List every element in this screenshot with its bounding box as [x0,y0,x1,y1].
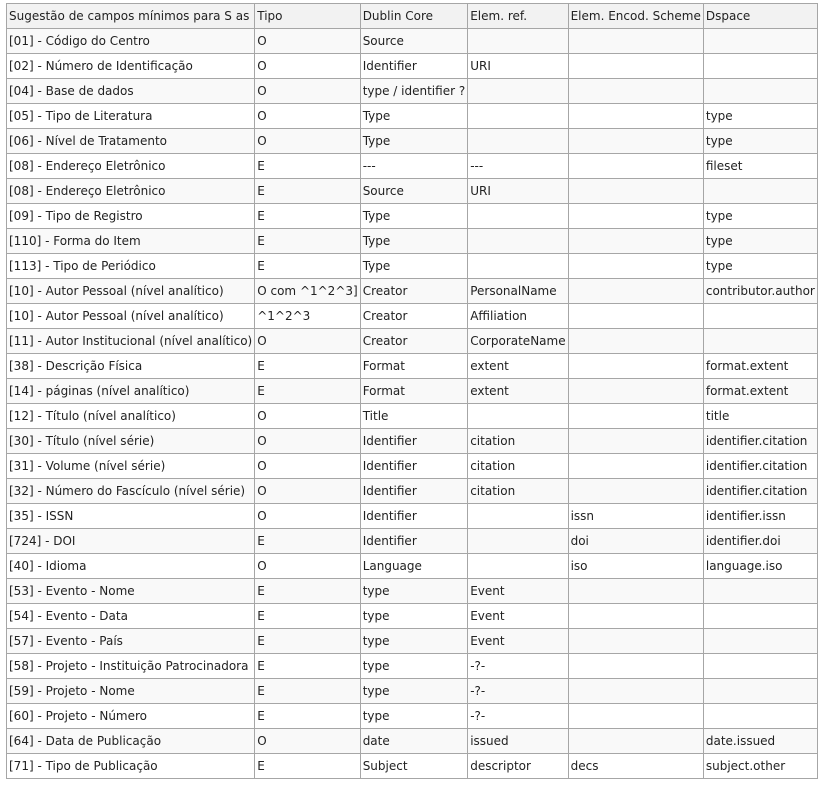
table-row [7,79,818,104]
encoding-scheme-cell: doi [568,529,703,554]
encoding-scheme-cell [568,254,703,279]
field-cell: [58] - Projeto - Instituição Patrocinadora [7,654,255,679]
dublin-core-cell: Source [360,29,468,54]
field-cell: [08] - Endereço Eletrônico [7,154,255,179]
dublin-core-cell: type [360,629,468,654]
elem-ref-cell: extent [468,379,568,404]
type-cell: E [255,229,360,254]
encoding-scheme-cell [568,629,703,654]
encoding-scheme-cell [568,379,703,404]
elem-ref-cell: Event [468,579,568,604]
field-cell: [57] - Evento - País [7,629,255,654]
elem-ref-cell: citation [468,454,568,479]
header-cell: Elem. Encod. Scheme [568,4,703,29]
header-cell: Tipo [255,4,360,29]
table-row [7,304,818,329]
encoding-scheme-cell [568,579,703,604]
table-row [7,454,818,479]
table-row [7,229,818,254]
dspace-cell: identifier.citation [703,479,817,504]
field-cell: [110] - Forma do Item [7,229,255,254]
encoding-scheme-cell [568,179,703,204]
elem-ref-cell: extent [468,354,568,379]
dspace-cell: language.iso [703,554,817,579]
table-row [7,329,818,354]
dspace-cell: type [703,104,817,129]
type-cell: O [255,329,360,354]
header-cell: Sugestão de campos mínimos para S as [7,4,255,29]
dspace-cell [703,679,817,704]
field-cell: [724] - DOI [7,529,255,554]
dspace-cell [703,579,817,604]
table-row [7,204,818,229]
dspace-cell [703,179,817,204]
elem-ref-cell [468,104,568,129]
field-cell: [38] - Descrição Física [7,354,255,379]
table-row [7,429,818,454]
type-cell: E [255,754,360,779]
elem-ref-cell: --- [468,154,568,179]
encoding-scheme-cell [568,329,703,354]
dspace-cell: contributor.author [703,279,817,304]
dspace-cell: format.extent [703,354,817,379]
type-cell: O [255,729,360,754]
table-row [7,529,818,554]
field-cell: [71] - Tipo de Publicação [7,754,255,779]
dublin-core-cell: Subject [360,754,468,779]
table-row [7,629,818,654]
dublin-core-cell: Type [360,129,468,154]
encoding-scheme-cell [568,679,703,704]
field-cell: [05] - Tipo de Literatura [7,104,255,129]
dspace-cell: fileset [703,154,817,179]
field-cell: [54] - Evento - Data [7,604,255,629]
metadata-mapping-table [6,3,818,779]
dublin-core-cell: Identifier [360,529,468,554]
encoding-scheme-cell [568,104,703,129]
dublin-core-cell: Identifier [360,504,468,529]
encoding-scheme-cell [568,279,703,304]
elem-ref-cell: citation [468,479,568,504]
dspace-cell: title [703,404,817,429]
type-cell: E [255,704,360,729]
encoding-scheme-cell [568,304,703,329]
dublin-core-cell: type [360,679,468,704]
elem-ref-cell: URI [468,54,568,79]
type-cell: O com ^1^2^3] [255,279,360,304]
type-cell: E [255,379,360,404]
elem-ref-cell [468,554,568,579]
elem-ref-cell: URI [468,179,568,204]
table-row [7,754,818,779]
dublin-core-cell: Type [360,204,468,229]
field-cell: [10] - Autor Pessoal (nível analítico) [7,279,255,304]
table-row [7,404,818,429]
table-row [7,604,818,629]
header-row [7,4,818,29]
dspace-cell [703,629,817,654]
type-cell: O [255,129,360,154]
field-cell: [04] - Base de dados [7,79,255,104]
dublin-core-cell: Creator [360,329,468,354]
table-row [7,654,818,679]
field-cell: [60] - Projeto - Número [7,704,255,729]
dspace-cell [703,29,817,54]
field-cell: [35] - ISSN [7,504,255,529]
dublin-core-cell: Language [360,554,468,579]
field-cell: [02] - Número de Identificação [7,54,255,79]
dublin-core-cell: type [360,654,468,679]
field-cell: [09] - Tipo de Registro [7,204,255,229]
encoding-scheme-cell [568,229,703,254]
elem-ref-cell [468,254,568,279]
dublin-core-cell: Identifier [360,479,468,504]
encoding-scheme-cell [568,704,703,729]
type-cell: E [255,604,360,629]
table-row [7,279,818,304]
type-cell: E [255,629,360,654]
field-cell: [30] - Título (nível série) [7,429,255,454]
table-row [7,254,818,279]
elem-ref-cell [468,529,568,554]
type-cell: O [255,554,360,579]
encoding-scheme-cell [568,54,703,79]
dspace-cell: identifier.citation [703,454,817,479]
dspace-cell: identifier.issn [703,504,817,529]
field-cell: [06] - Nível de Tratamento [7,129,255,154]
encoding-scheme-cell [568,604,703,629]
field-cell: [53] - Evento - Nome [7,579,255,604]
elem-ref-cell [468,129,568,154]
dublin-core-cell: Title [360,404,468,429]
table-row [7,54,818,79]
elem-ref-cell: Event [468,604,568,629]
dublin-core-cell: type [360,579,468,604]
type-cell: E [255,354,360,379]
elem-ref-cell [468,404,568,429]
dublin-core-cell: Identifier [360,429,468,454]
dublin-core-cell: type / identifier ? [360,79,468,104]
dspace-cell [703,604,817,629]
type-cell: O [255,404,360,429]
elem-ref-cell: Event [468,629,568,654]
table-row [7,379,818,404]
elem-ref-cell: -?- [468,679,568,704]
table-row [7,579,818,604]
table-row [7,729,818,754]
encoding-scheme-cell [568,479,703,504]
dublin-core-cell: Source [360,179,468,204]
elem-ref-cell [468,79,568,104]
field-cell: [08] - Endereço Eletrônico [7,179,255,204]
table-row [7,679,818,704]
encoding-scheme-cell [568,29,703,54]
type-cell: E [255,179,360,204]
field-cell: [113] - Tipo de Periódico [7,254,255,279]
dublin-core-cell: type [360,704,468,729]
elem-ref-cell [468,204,568,229]
dublin-core-cell: date [360,729,468,754]
elem-ref-cell [468,504,568,529]
encoding-scheme-cell [568,654,703,679]
dublin-core-cell: Type [360,104,468,129]
dublin-core-cell: Creator [360,279,468,304]
encoding-scheme-cell [568,729,703,754]
dspace-cell [703,654,817,679]
dspace-cell: identifier.doi [703,529,817,554]
table-row [7,554,818,579]
elem-ref-cell: -?- [468,654,568,679]
dspace-cell: subject.other [703,754,817,779]
dspace-cell [703,79,817,104]
dspace-cell [703,704,817,729]
encoding-scheme-cell: iso [568,554,703,579]
dspace-cell [703,304,817,329]
elem-ref-cell: citation [468,429,568,454]
dublin-core-cell: Format [360,354,468,379]
table-row [7,29,818,54]
dublin-core-cell: type [360,604,468,629]
elem-ref-cell [468,229,568,254]
type-cell: O [255,29,360,54]
header-cell: Dspace [703,4,817,29]
encoding-scheme-cell [568,354,703,379]
dublin-core-cell: Creator [360,304,468,329]
type-cell: E [255,679,360,704]
encoding-scheme-cell [568,454,703,479]
field-cell: [31] - Volume (nível série) [7,454,255,479]
type-cell: O [255,54,360,79]
encoding-scheme-cell [568,404,703,429]
dspace-cell: type [703,129,817,154]
table-row [7,354,818,379]
header-cell: Elem. ref. [468,4,568,29]
field-cell: [40] - Idioma [7,554,255,579]
elem-ref-cell: PersonalName [468,279,568,304]
type-cell: O [255,479,360,504]
dublin-core-cell: Identifier [360,454,468,479]
field-cell: [32] - Número do Fascículo (nível série) [7,479,255,504]
type-cell: O [255,79,360,104]
table-row [7,179,818,204]
field-cell: [59] - Projeto - Nome [7,679,255,704]
dublin-core-cell: Type [360,229,468,254]
type-cell: ^1^2^3 [255,304,360,329]
encoding-scheme-cell [568,79,703,104]
dublin-core-cell: Identifier [360,54,468,79]
dspace-cell: identifier.citation [703,429,817,454]
table-row [7,104,818,129]
elem-ref-cell: Affiliation [468,304,568,329]
type-cell: E [255,204,360,229]
table-row [7,154,818,179]
type-cell: E [255,154,360,179]
field-cell: [11] - Autor Institucional (nível analítico) [7,329,255,354]
encoding-scheme-cell [568,429,703,454]
table-row [7,129,818,154]
dspace-cell: type [703,254,817,279]
table-body [7,29,818,779]
dublin-core-cell: Type [360,254,468,279]
dspace-cell: type [703,229,817,254]
field-cell: [01] - Código do Centro [7,29,255,54]
field-cell: [12] - Título (nível analítico) [7,404,255,429]
type-cell: O [255,429,360,454]
type-cell: E [255,654,360,679]
encoding-scheme-cell: decs [568,754,703,779]
encoding-scheme-cell [568,154,703,179]
encoding-scheme-cell [568,204,703,229]
type-cell: O [255,504,360,529]
elem-ref-cell: CorporateName [468,329,568,354]
dspace-cell: type [703,204,817,229]
dublin-core-cell: Format [360,379,468,404]
dublin-core-cell: --- [360,154,468,179]
elem-ref-cell [468,29,568,54]
table-row [7,704,818,729]
type-cell: E [255,579,360,604]
elem-ref-cell: issued [468,729,568,754]
dspace-cell: date.issued [703,729,817,754]
type-cell: O [255,104,360,129]
table-row [7,504,818,529]
dspace-cell [703,329,817,354]
field-cell: [10] - Autor Pessoal (nível analítico) [7,304,255,329]
encoding-scheme-cell [568,129,703,154]
type-cell: E [255,254,360,279]
header-cell: Dublin Core [360,4,468,29]
field-cell: [14] - páginas (nível analítico) [7,379,255,404]
table-row [7,479,818,504]
type-cell: E [255,529,360,554]
field-cell: [64] - Data de Publicação [7,729,255,754]
dspace-cell [703,54,817,79]
elem-ref-cell: descriptor [468,754,568,779]
encoding-scheme-cell: issn [568,504,703,529]
elem-ref-cell: -?- [468,704,568,729]
type-cell: O [255,454,360,479]
dspace-cell: format.extent [703,379,817,404]
